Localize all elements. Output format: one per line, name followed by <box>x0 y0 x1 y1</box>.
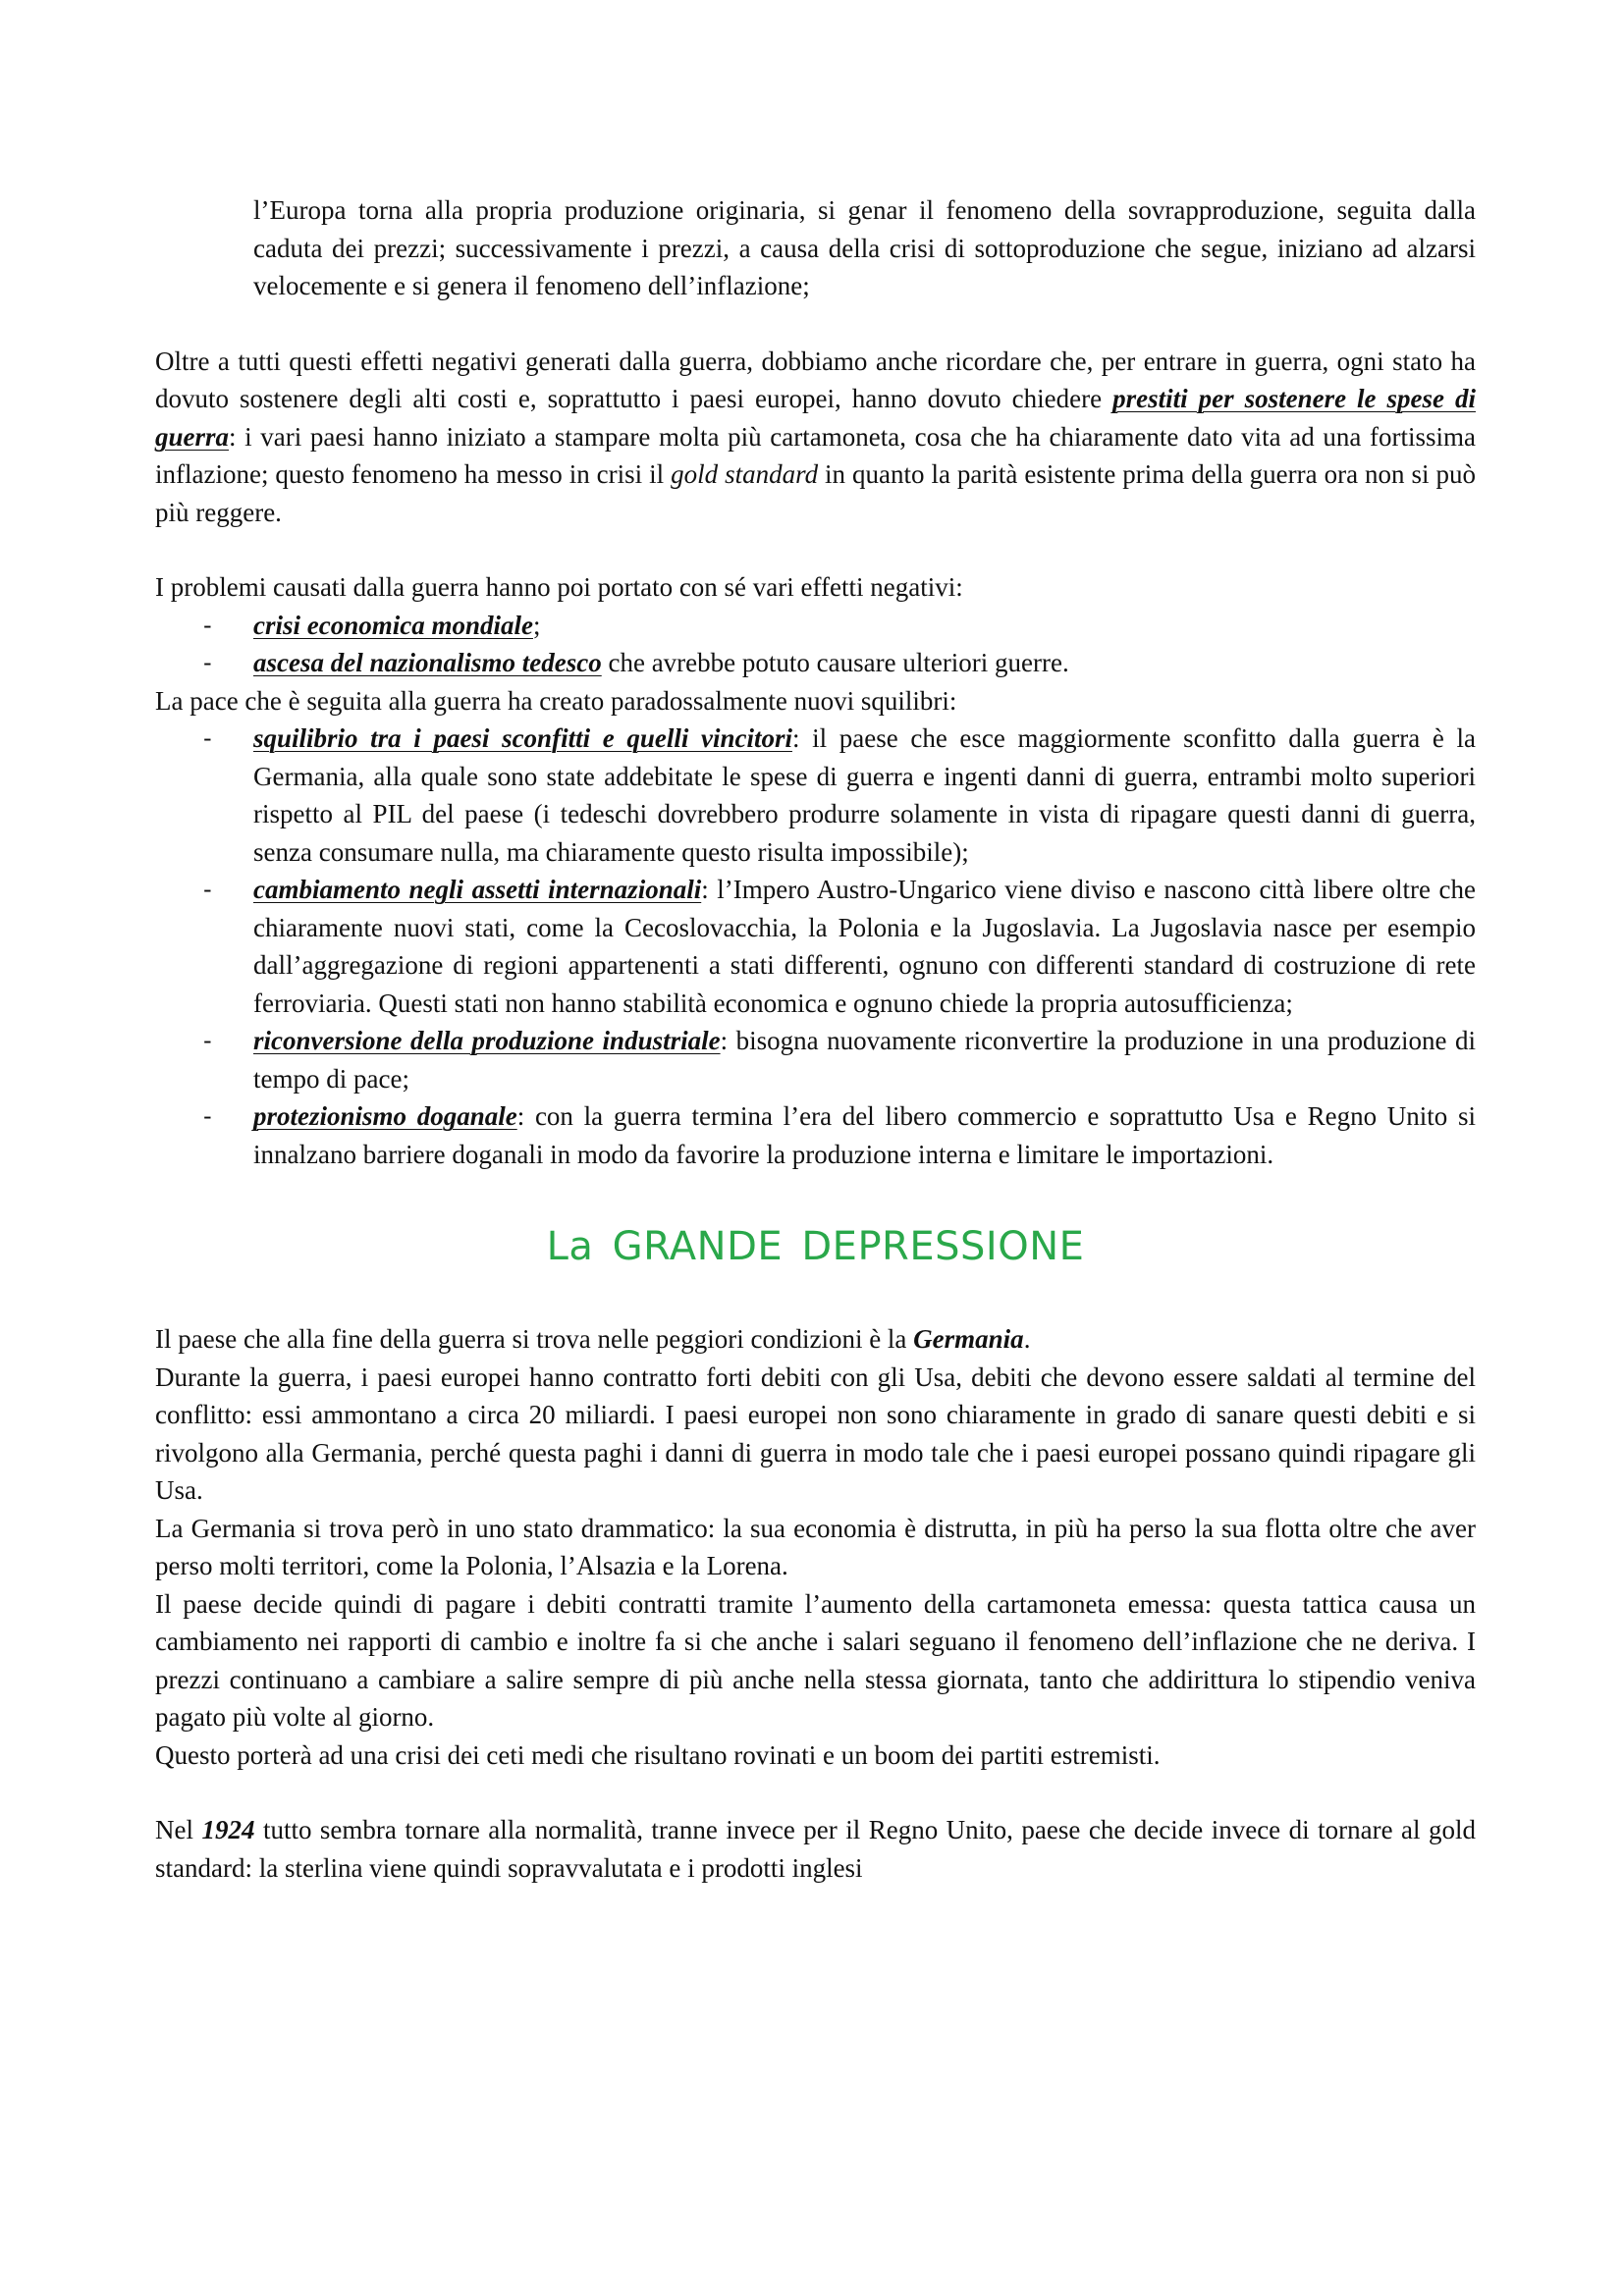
dash-bullet: - <box>203 724 212 752</box>
list-item-text: : il paese che esce maggiormente sconfitto dalla guerra è la Germania, alla quale sono state addebitate le spese di guerra e ingenti danni di guerra, entrambi molto superiori rispetto al PIL del paese (i tedeschi dovrebbero produrre solamente in vista di ripagare questi danni di guerra, senza consumare nulla, ma chiaramente questo risulta impossibile); <box>253 723 1477 867</box>
problems-intro: I problemi causati dalla guerra hanno poi portato con sé vari effetti negativi: <box>155 572 963 602</box>
year-text-1: Nel <box>155 1815 202 1844</box>
problems-list <box>155 607 1476 682</box>
list-item-text: : bisogna nuovamente riconvertire la produzione in una produzione di tempo di pace; <box>253 1026 1476 1094</box>
inflation-paragraph: Il paese decide quindi di pagare i debiti contratti tramite l’aumento della cartamoneta emessa: questa tattica causa un cambiamento nei rapporti di cambio e inoltre fa si che anche i salari seguano il fenomeno dell’inflazione che ne deriva. I prezzi continuano a cambiare a salire sempre di più anche nella stessa giornata, tanto che addirittura lo stipendio veniva pagato più volte al giorno. <box>155 1588 1476 1732</box>
list-item <box>155 1097 1476 1173</box>
peace-imbalances-list <box>155 720 1476 1173</box>
list-item <box>155 644 1476 682</box>
dash-bullet: - <box>203 611 212 639</box>
germany-state-paragraph: La Germania si trova però in uno stato drammatico: la sua economia è distrutta, in più ha perso la sua flotta oltre che aver perso molti territori, come la Polonia, l’Alsazia e la Lorena. <box>155 1513 1476 1580</box>
dash-bullet: - <box>203 649 212 676</box>
intro-continuation-paragraph: l’Europa torna alla propria produzione originaria, si genar il fenomeno della sovrapproduzione, seguita dalla caduta dei prezzi; successivamente i prezzi, a causa della crisi di sottoproduzione che segue, iniziano ad alzarsi velocemente e si genera il fenomeno dell’inflazione; <box>253 195 1476 300</box>
list-item-term: ascesa del nazionalismo tedesco <box>253 648 602 677</box>
dash-bullet: - <box>203 1102 212 1130</box>
document-page <box>155 191 1476 1887</box>
list-item-text: che avrebbe potuto causare ulteriori guerre. <box>601 648 1069 677</box>
dash-bullet: - <box>203 1027 212 1054</box>
war-loans-term: prestiti per sostenere le spese di guerra <box>155 384 1476 452</box>
list-item-term: riconversione della produzione industriale <box>253 1026 721 1055</box>
list-item-term: protezionismo doganale <box>253 1101 517 1131</box>
year-term: 1924 <box>201 1815 255 1844</box>
war-costs-text-1: Oltre a tutti questi effetti negativi generati dalla guerra, dobbiamo anche ricordare che, per entrare in guerra, ogni stato ha dovuto sostenere degli alti costi e, soprattutto i paesi europei, hanno dovuto chiedere <box>155 346 1476 413</box>
list-item-text: : con la guerra termina l’era del libero commercio e soprattutto Usa e Regno Unito si innalzano barriere doganali in modo da favorire la produzione interna e limitare le importazioni. <box>253 1101 1476 1169</box>
germany-paragraph <box>155 1320 1476 1359</box>
dash-bullet: - <box>203 876 212 903</box>
war-costs-text-2: : i vari paesi hanno iniziato a stampare molta più cartamoneta, cosa che ha chiaramente dato vita ad una fortissima inflazione; questo fenomeno ha messo in crisi il <box>155 421 1476 489</box>
war-debts-paragraph: Durante la guerra, i paesi europei hanno contratto forti debiti con gli Usa, debiti che devono essere saldati al termine del conflitto: essi ammontano a circa 20 miliardi. I paesi europei non sono chiaramente in grado di sanare questi debiti e si rivolgono alla Germania, perché questa paghi i danni di guerra in modo tale che i paesi europei possano quindi ripagare gli Usa. <box>155 1362 1476 1505</box>
list-item-text: : l’Impero Austro-Ungarico viene diviso e nascono città libere oltre che chiaramente nuovi stati, come la Cecoslovacchia, la Polonia e la Jugoslavia. La Jugoslavia nasce per esempio dall’aggregazione di regioni appartenenti a stati differenti, ognuno con differenti standard di costruzione di rete ferroviaria. Questi stati non hanno stabilità economica e ognuno chiede la propria autosufficienza; <box>253 875 1476 1018</box>
list-item <box>155 720 1476 871</box>
germany-term: Germania <box>913 1324 1024 1354</box>
list-item-term: cambiamento negli assetti internazionali <box>253 875 702 904</box>
list-item-term: squilibrio tra i paesi sconfitti e quelli vincitori <box>253 723 792 753</box>
list-item-term: crisi economica mondiale <box>253 610 533 640</box>
list-item <box>155 607 1476 645</box>
section-heading: La GRANDE DEPRESSIONE <box>546 1224 1085 1269</box>
list-item-text: ; <box>532 610 541 640</box>
list-item <box>155 1022 1476 1097</box>
gold-standard-term: gold standard <box>671 459 819 489</box>
list-item <box>155 871 1476 1022</box>
middle-class-paragraph: Questo porterà ad una crisi dei ceti medi che risultano rovinati e un boom dei partiti estremisti. <box>155 1739 1161 1770</box>
germany-text-1: Il paese che alla fine della guerra si trova nelle peggiori condizioni è la <box>155 1324 914 1354</box>
year-1924-paragraph <box>155 1811 1476 1887</box>
year-text-2: tutto sembra tornare alla normalità, tranne invece per il Regno Unito, paese che decide invece di tornare al gold standard: la sterlina viene quindi sopravvalutata e i prodotti inglesi <box>155 1815 1476 1883</box>
war-costs-text-3: in quanto la parità esistente prima della guerra ora non si può più reggere. <box>155 459 1476 527</box>
germany-text-2: . <box>1023 1324 1031 1354</box>
war-costs-paragraph <box>155 343 1476 532</box>
peace-intro: La pace che è seguita alla guerra ha creato paradossalmente nuovi squilibri: <box>155 685 957 716</box>
